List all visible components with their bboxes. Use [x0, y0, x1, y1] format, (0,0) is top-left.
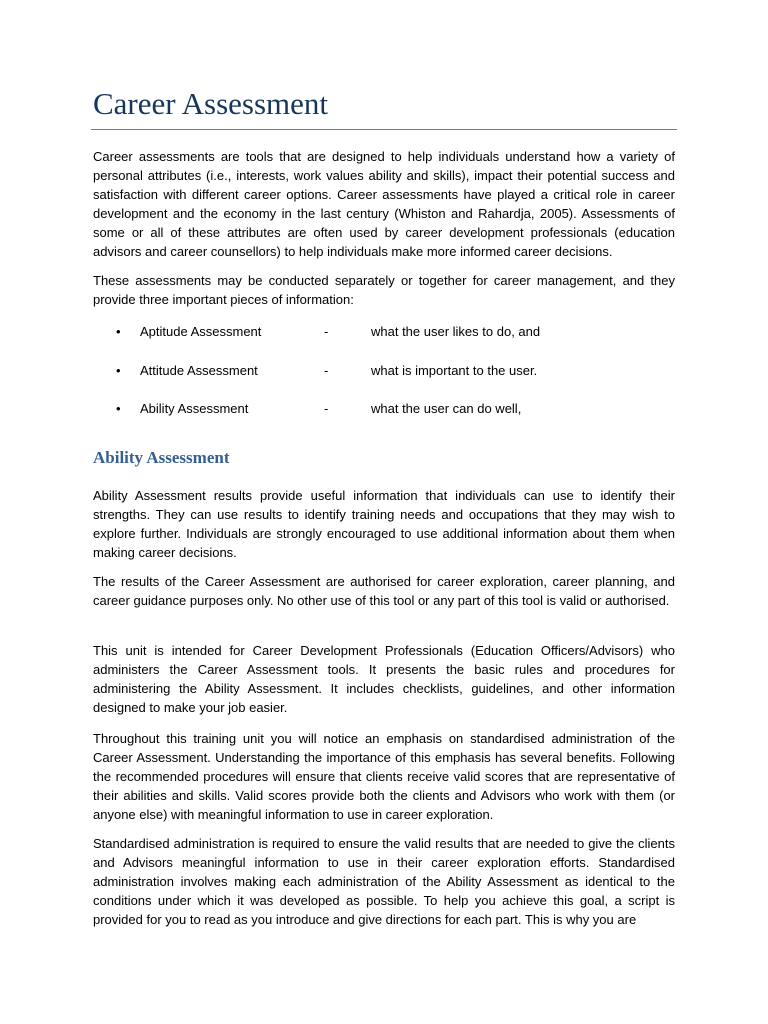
list-item-dash: -	[324, 363, 329, 378]
section-heading: Ability Assessment	[93, 448, 230, 467]
bullet-icon: •	[116, 324, 121, 339]
list-item	[93, 361, 675, 380]
intro-paragraph-2: These assessments may be conducted separately or together for career management, and they provide three important pieces of information:	[93, 273, 675, 307]
list-item-name: Attitude Assessment	[140, 363, 258, 378]
bullet-icon: •	[116, 401, 121, 416]
list-item-name: Ability Assessment	[140, 401, 249, 416]
list-item-dash: -	[324, 401, 329, 416]
bullet-icon: •	[116, 363, 121, 378]
section-paragraph-4: Throughout this training unit you will notice an emphasis on standardised administration of the Career Assessment. Understanding the importance of this emphasis has several benefits. Following the recommended procedures will ensure that clients receive valid scores that are representative of their abilities and skills. Valid scores provide both the clients and Advisors who work with them (or anyone else) with meaningful information to use in career exploration.	[93, 731, 675, 822]
page-title: Career Assessment	[93, 86, 329, 121]
list-item-description: what the user likes to do, and	[371, 324, 541, 339]
title-underline	[91, 129, 677, 130]
intro-paragraph-1: Career assessments are tools that are designed to help individuals understand how a variety of personal attributes (i.e., interests, work values ability and skills), impact their potential success and satisfaction with different career options. Career assessments have played a critical role in career development and the economy in the last century (Whiston and Rahardja, 2005). Assessments of some or all of these attributes are often used by career development professionals (education advisors and career counsellors) to help individuals make more informed career decisions.	[93, 149, 675, 259]
list-item	[93, 322, 675, 341]
list-item	[93, 399, 675, 418]
list-item-dash: -	[324, 324, 329, 339]
section-paragraph-1: Ability Assessment results provide useful information that individuals can use to identify their strengths. They can use results to identify training needs and occupations that they may wish to explore further. Individuals are strongly encouraged to use additional information about them when making career decisions.	[93, 488, 675, 560]
list-item-description: what the user can do well,	[371, 401, 522, 416]
list-item-description: what is important to the user.	[371, 363, 538, 378]
section-paragraph-5: Standardised administration is required to ensure the valid results that are needed to give the clients and Advisors meaningful information to use in their career exploration efforts. Standardised administration involves making each administration of the Ability Assessment as identical to the conditions under which it was developed as possible. To help you achieve this goal, a script is provided for you to read as you introduce and give directions for each part. This is why you are	[93, 836, 675, 927]
section-paragraph-3: This unit is intended for Career Development Professionals (Education Officers/Advisors) who administers the Career Assessment tools. It presents the basic rules and procedures for administering the Ability Assessment. It includes checklists, guidelines, and other information designed to make your job easier.	[93, 643, 675, 715]
list-item-name: Aptitude Assessment	[140, 324, 262, 339]
section-paragraph-2: The results of the Career Assessment are authorised for career exploration, career planning, and career guidance purposes only. No other use of this tool or any part of this tool is valid or authorised.	[93, 574, 675, 608]
